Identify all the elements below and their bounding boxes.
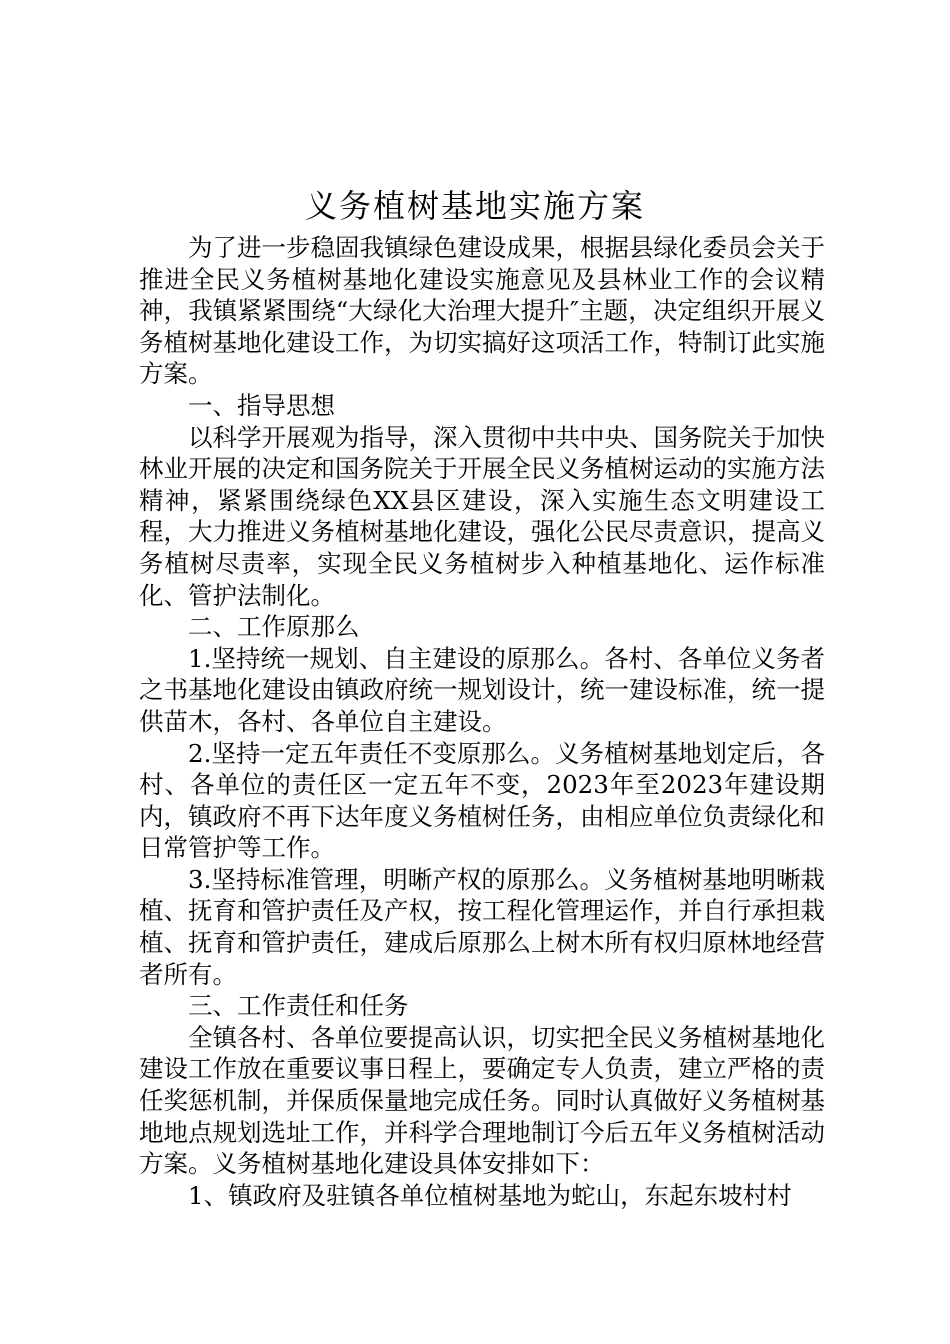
section-heading-guiding-ideology: 一、指导思想 xyxy=(188,390,335,420)
section-heading-work-principles: 二、工作原那么 xyxy=(188,612,360,642)
principle-1-paragraph: 1.坚持统一规划、自主建设的原那么。各村、各单位义务者之书基地化建设由镇政府统一规划设计，统一建设标准，统一提供苗木，各村、各单位自主建设。 xyxy=(139,643,825,736)
document-body xyxy=(139,232,825,1211)
section-heading-responsibilities: 三、工作责任和任务 xyxy=(188,991,409,1021)
guiding-ideology-paragraph: 以科学开展观为指导，深入贯彻中共中央、国务院关于加快林业开展的决定和国务院关于开展全民义务植树运动的实施方法精神，紧紧围绕绿色XX县区建设，深入实施生态文明建设工程，大力推进义务植树基地化建设，强化公民尽责意识，提高义务植树尽责率，实现全民义务植树步入种植基地化、运作标准化、管护法制化。 xyxy=(139,422,825,610)
intro-paragraph: 为了进一步稳固我镇绿色建设成果，根据县绿化委员会关于推进全民义务植树基地化建设实施意见及县林业工作的会议精神，我镇紧紧围绕“大绿化大治理大提升″主题，决定组织开展义务植树基地化建设工作，为切实搞好这项活工作，特制订此实施方案。 xyxy=(139,233,825,389)
principle-3-paragraph: 3.坚持标准管理，明晰产权的原那么。义务植树基地明晰栽植、抚育和管护责任及产权，按工程化管理运作，并自行承担栽植、抚育和管护责任，建成后原那么上树木所有权归原林地经营者所有。 xyxy=(139,864,825,989)
arrangement-1-paragraph: 1、镇政府及驻镇各单位植树基地为蛇山，东起东坡村村 xyxy=(188,1180,792,1210)
principle-2-paragraph: 2.坚持一定五年责任不变原那么。义务植树基地划定后，各村、各单位的责任区一定五年不变，2023年至2023年建设期内，镇政府不再下达年度义务植树任务，由相应单位负责绿化和日常管护等工作。 xyxy=(139,738,825,863)
responsibilities-paragraph: 全镇各村、各单位要提高认识，切实把全民义务植树基地化建设工作放在重要议事日程上，要确定专人负责，建立严格的责任奖惩机制，并保质保量地完成任务。同时认真做好义务植树基地地点规划选址工作，并科学合理地制订今后五年义务植树活动方案。义务植树基地化建设具体安排如下： xyxy=(139,1022,825,1179)
document-title: 义务植树基地实施方案 xyxy=(304,187,645,225)
